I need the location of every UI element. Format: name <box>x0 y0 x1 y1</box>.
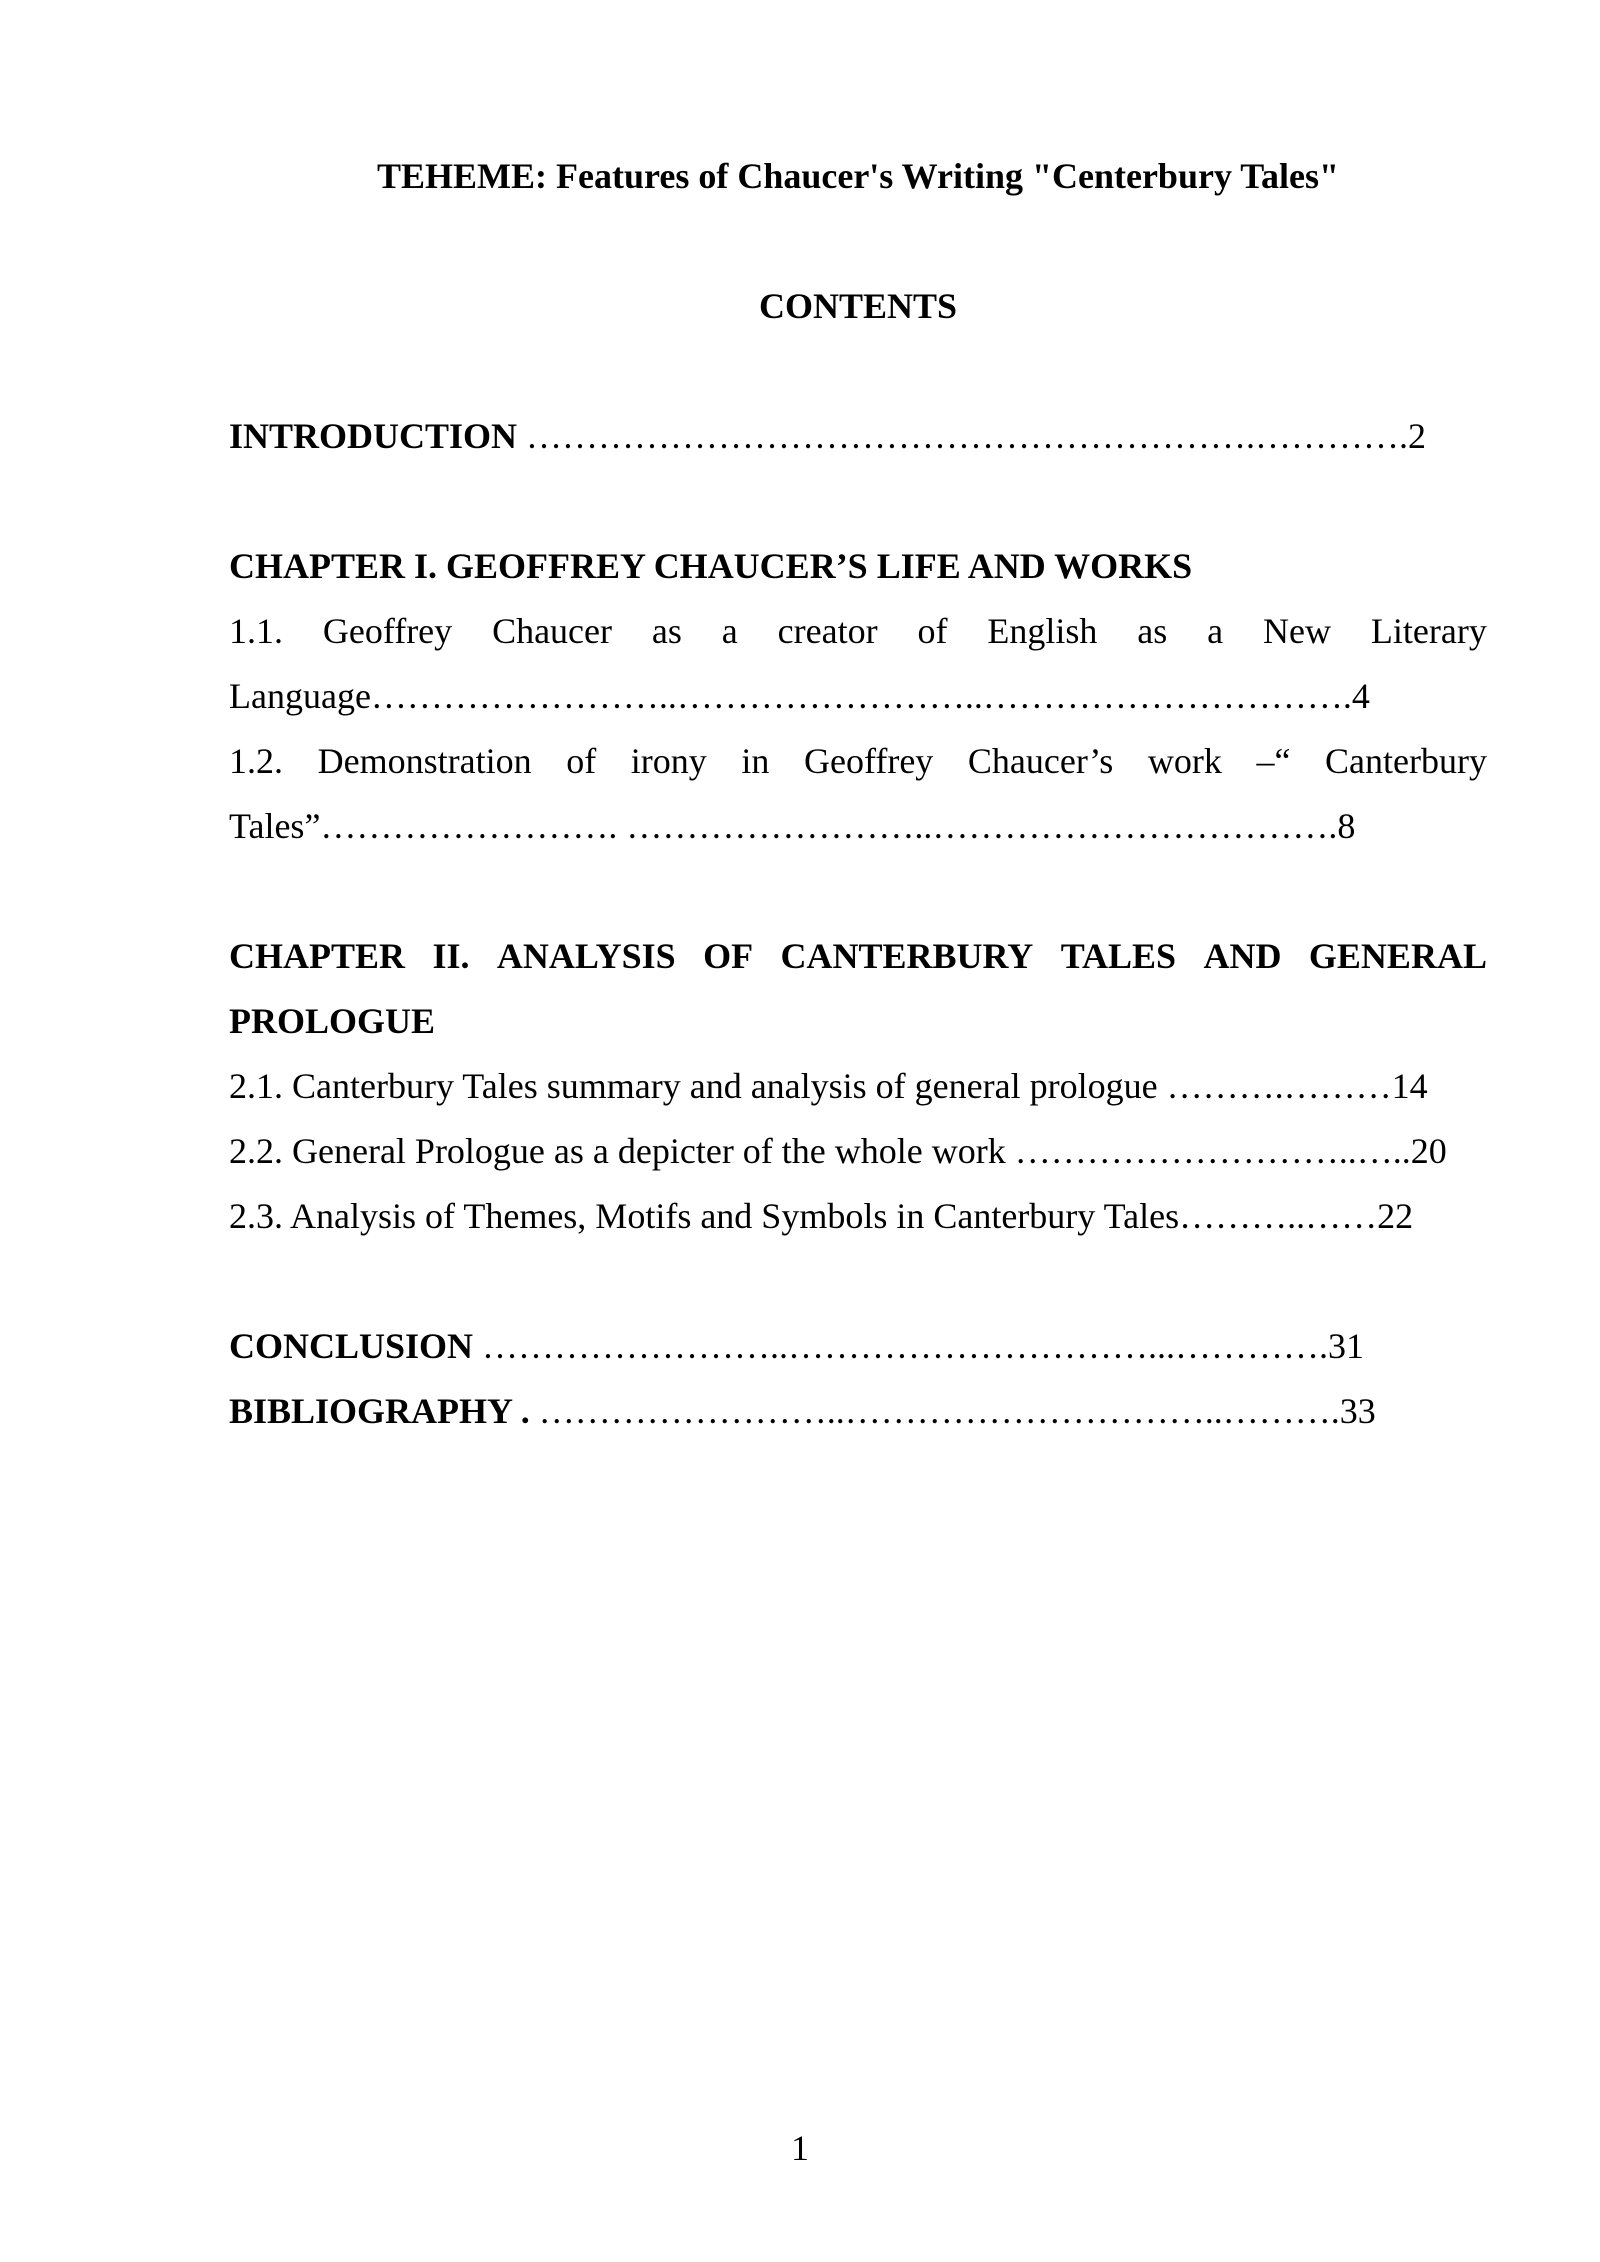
toc-entry-2-3: 2.3. Analysis of Themes, Motifs and Symbols in Canterbury Tales………..……22 <box>229 1196 1414 1236</box>
toc-entry-conclusion <box>229 1320 1487 1372</box>
toc-word: TALES <box>1060 936 1177 976</box>
toc-chapter2-heading-continuation: PROLOGUE <box>229 1001 436 1041</box>
toc-word: New <box>1263 611 1332 651</box>
toc-bibliography-label: BIBLIOGRAPHY . <box>229 1391 530 1431</box>
toc-entry-2-1: 2.1. Canterbury Tales summary and analysis of general prologue ……….………14 <box>229 1066 1428 1106</box>
toc-word: ANALYSIS <box>496 936 676 976</box>
toc-word: Geoffrey <box>322 611 453 651</box>
toc-word: creator <box>777 611 878 651</box>
toc-entry-1-2 <box>229 735 1487 787</box>
toc-entry-1-1-continuation: Language……………………..……………………..………………………….4 <box>229 676 1370 716</box>
toc-word: a <box>721 611 738 651</box>
toc-conclusion-leader: ……………………..…………………………...………….31 <box>473 1326 1365 1366</box>
toc-word: AND <box>1203 936 1282 976</box>
contents-heading: CONTENTS <box>758 286 958 326</box>
toc-entry-2-2: 2.2. General Prologue as a depicter of the whole work ………………………..…..20 <box>229 1131 1447 1171</box>
toc-word: Geoffrey <box>804 741 934 781</box>
toc-chapter2-heading <box>229 930 1487 982</box>
toc-word: Chaucer’s <box>967 741 1114 781</box>
toc-entry-1-2-continuation: Tales”……………………. ……………………..…………………………….8 <box>229 806 1356 846</box>
toc-word: Chaucer <box>492 611 612 651</box>
document-title: TEHEME: Features of Chaucer's Writing "Centerbury Tales" <box>377 156 1339 196</box>
toc-word: –“ <box>1256 741 1291 781</box>
page-number: 1 <box>791 2128 809 2168</box>
toc-entry-1-1 <box>229 605 1487 657</box>
toc-entry-bibliography <box>229 1385 1487 1437</box>
toc-word: Demonstration <box>317 741 532 781</box>
toc-word: of <box>566 741 597 781</box>
toc-word: II. <box>432 936 470 976</box>
toc-word: as <box>651 611 682 651</box>
toc-word: a <box>1207 611 1224 651</box>
toc-word: English <box>987 611 1098 651</box>
toc-word: OF <box>703 936 754 976</box>
toc-chapter1-heading: CHAPTER I. GEOFFREY CHAUCER’S LIFE AND WORKS <box>229 546 1193 586</box>
toc-word: work <box>1147 741 1222 781</box>
toc-word: 1.1. <box>229 611 283 651</box>
toc-word: in <box>741 741 770 781</box>
toc-word: GENERAL <box>1308 936 1487 976</box>
toc-introduction-label: INTRODUCTION <box>229 416 518 456</box>
toc-word: Canterbury <box>1325 741 1487 781</box>
toc-word: of <box>917 611 948 651</box>
toc-word: CANTERBURY <box>780 936 1034 976</box>
toc-word: irony <box>630 741 707 781</box>
toc-word: CHAPTER <box>229 936 406 976</box>
toc-bibliography-leader: ……………………..…………………………..……….33 <box>529 1391 1376 1431</box>
toc-word: 1.2. <box>229 741 283 781</box>
toc-word: Literary <box>1370 611 1487 651</box>
toc-introduction-leader: …………………………………………………….………….2 <box>517 416 1427 456</box>
toc-word: as <box>1137 611 1168 651</box>
toc-entry-introduction <box>229 410 1487 462</box>
toc-conclusion-label: CONCLUSION <box>229 1326 474 1366</box>
